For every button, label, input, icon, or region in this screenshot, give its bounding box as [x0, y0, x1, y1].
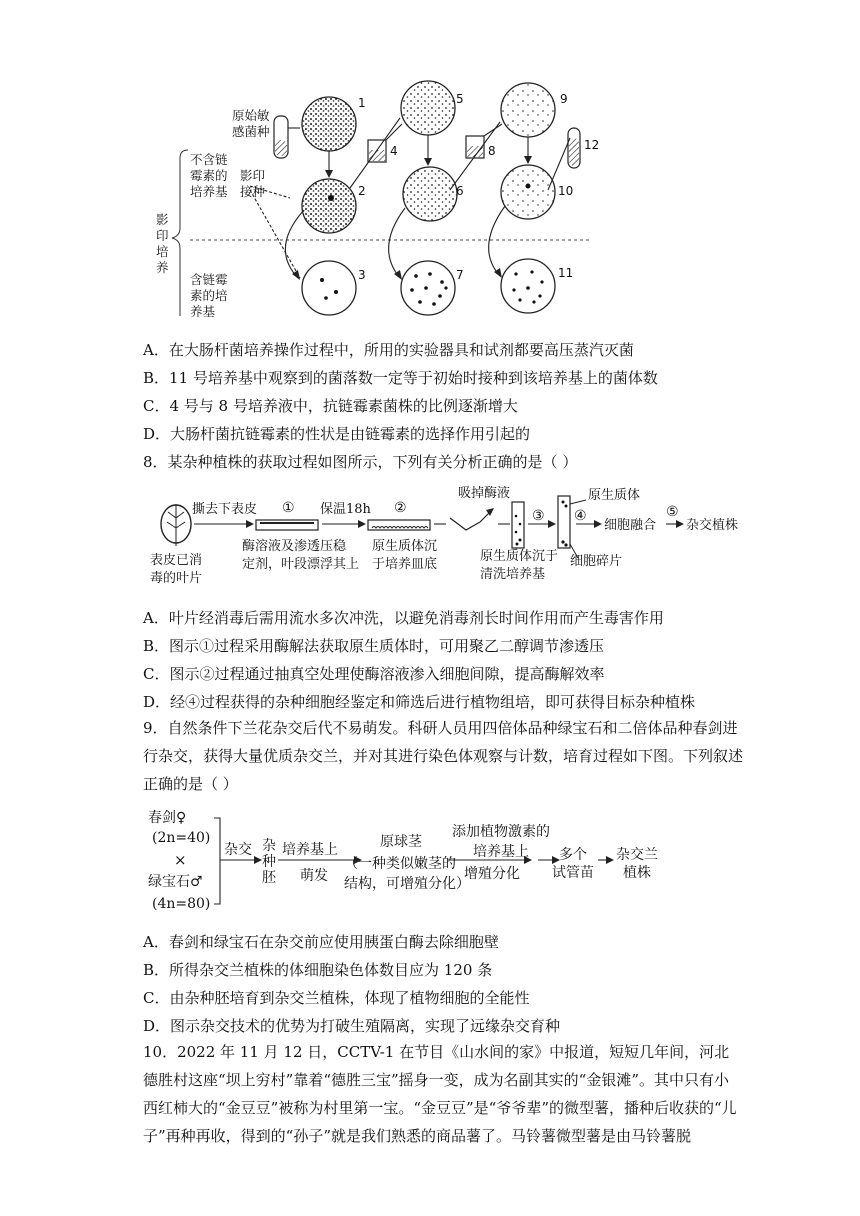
q8-option-c: C．图示②过程通过抽真空处理使酶溶液渗入细胞间隙，提高酶解效率: [143, 665, 605, 683]
q8-option-d: D．经④过程获得的杂种细胞经鉴定和筛选后进行植物组培，即可获得目标杂种植株: [143, 693, 696, 711]
label-step2: ②: [394, 500, 407, 516]
label-protocorm-desc: （一种类似嫩茎的 结构，可增殖分化）: [344, 856, 470, 892]
q8-stem: 8．某杂种植株的获取过程如图所示，下列有关分析正确的是（ ）: [143, 453, 578, 471]
label-hormone: 添加植物激素的 培养基上: [452, 824, 550, 860]
label-enzyme-note: 酶溶液及渗透压稳 定剂，叶段漂浮其上: [242, 539, 360, 572]
q7-option-b: B．11 号培养基中观察到的菌落数一定等于初始时接种到该培养基上的菌体数: [143, 369, 658, 387]
tube-number-4: 4: [390, 144, 398, 158]
q10-stem: 10．2022 年 11 月 12 日，CCTV-1 在节目《山水间的家》中报道，短短几年间，河北德胜村这座“坝上穷村”靠着“德胜三宝”摇身一变，成为名副其实的“金银滩”。其中只有小西红柿大的“金豆豆”被称为村里第一宝。“金豆豆”是“爷爷辈”的微型薯，播种后收获的“儿子”再种再收，得到的“孙子”就是我们熟悉的商品薯了。马铃薯微型薯是由马铃薯脱: [143, 1043, 737, 1145]
label-strep-medium: 含链霉 素的培 养基: [190, 272, 228, 319]
label-embryo: 杂 种 胚: [262, 838, 276, 886]
label-medium: 培养基上: [282, 842, 338, 858]
q8-option-b: B．图示①过程采用酶解法获取原生质体时，可用聚乙二醇调节渗透压: [143, 637, 605, 655]
label-hybrid-plant: 杂交植株: [686, 518, 739, 533]
q7-option-a: A．在大肠杆菌培养操作过程中，所用的实验器具和试剂都要高压蒸汽灭菌: [143, 341, 634, 359]
label-replica-culture: 影 印 培 养: [156, 212, 169, 275]
plate-number-2: 2: [358, 184, 366, 198]
tube-number-12: 12: [584, 138, 600, 152]
protoplast-flow-drawing: [150, 482, 750, 592]
label-peel: 撕去下表皮: [192, 502, 258, 517]
label-incubate: 保温18h: [320, 502, 371, 517]
q9-option-c: C．由杂种胚培育到杂交兰植株，体现了植物细胞的全能性: [143, 989, 530, 1007]
label-fusion: 细胞融合: [604, 518, 657, 533]
label-step3: ③: [532, 508, 545, 524]
label-parent2-n: (4n=80): [152, 896, 211, 912]
plate-number-3: 3: [358, 268, 366, 282]
plate-number-10: 10: [558, 184, 574, 198]
plate-number-9: 9: [560, 92, 568, 106]
plate-number-11: 11: [558, 266, 574, 280]
label-parent1: 春剑♀: [148, 810, 187, 826]
q7-option-d: D．大肠杆菌抗链霉素的性状是由链霉素的选择作用引起的: [143, 425, 531, 443]
label-differentiate: 增殖分化: [464, 866, 520, 882]
label-parent1-n: (2n=40): [152, 830, 211, 846]
q9-option-a: A．春剑和绿宝石在杂交前应使用胰蛋白酶去除细胞壁: [143, 933, 499, 951]
label-debris: 细胞碎片: [570, 554, 623, 569]
label-protoplast: 原生质体: [588, 488, 641, 503]
label-seedlings: 多个 试管苗: [552, 847, 594, 881]
plate-number-1: 1: [358, 96, 366, 110]
q9-option-d: D．图示杂交技术的优势为打破生殖隔离，实现了远缘杂交育种: [143, 1017, 561, 1035]
label-hybridize: 杂交: [224, 842, 252, 858]
q8-option-a: A．叶片经消毒后需用流水多次冲洗，以避免消毒剂长时间作用而产生毒害作用: [143, 609, 664, 627]
label-orchid-plant: 杂交兰 植株: [616, 847, 658, 881]
label-step5: ⑤: [666, 504, 679, 520]
plate-number-7: 7: [456, 268, 464, 282]
label-sink-note: 原生质体沉 于培养皿底: [372, 539, 438, 572]
label-wash-note: 原生质体沉于 清洗培养基: [480, 549, 559, 582]
q9-stem: 9．自然条件下兰花杂交后代不易萌发。科研人员用四倍体品种绿宝石和二倍体品种春剑进行杂交，获得大量优质杂交兰，并对其进行染色体观察与计数，培育过程如下图。下列叙述正确的是（ ）: [143, 719, 744, 793]
label-absorb: 吸掉酶液: [458, 486, 511, 501]
figure-protoplast-flow: [150, 482, 750, 592]
label-step4: ④: [574, 508, 587, 524]
q7-option-c: C．4 号与 8 号培养液中，抗链霉素菌株的比例逐渐增大: [143, 397, 518, 415]
label-parent2: 绿宝石♂: [148, 874, 203, 890]
label-replica-inoculation: 影印 接种: [240, 168, 266, 199]
label-protocorm: 原球茎: [380, 834, 422, 850]
label-no-strep-medium: 不含链 霉素的 培养基: [190, 152, 228, 199]
plate-number-6: 6: [456, 184, 464, 198]
q9-option-b: B．所得杂交兰植株的体细胞染色体数目应为 120 条: [143, 961, 493, 979]
label-cross-sign: ×: [174, 851, 187, 869]
label-step1: ①: [282, 500, 295, 516]
label-original-strain: 原始敏 感菌种: [232, 108, 270, 139]
figure-replica-plating: [150, 78, 750, 328]
tube-number-8: 8: [488, 144, 496, 158]
figure-orchid-flow: [148, 800, 728, 920]
label-leaf: 表皮已消 毒的叶片: [150, 553, 203, 586]
plate-number-5: 5: [456, 92, 464, 106]
label-germinate: 萌发: [300, 868, 328, 884]
